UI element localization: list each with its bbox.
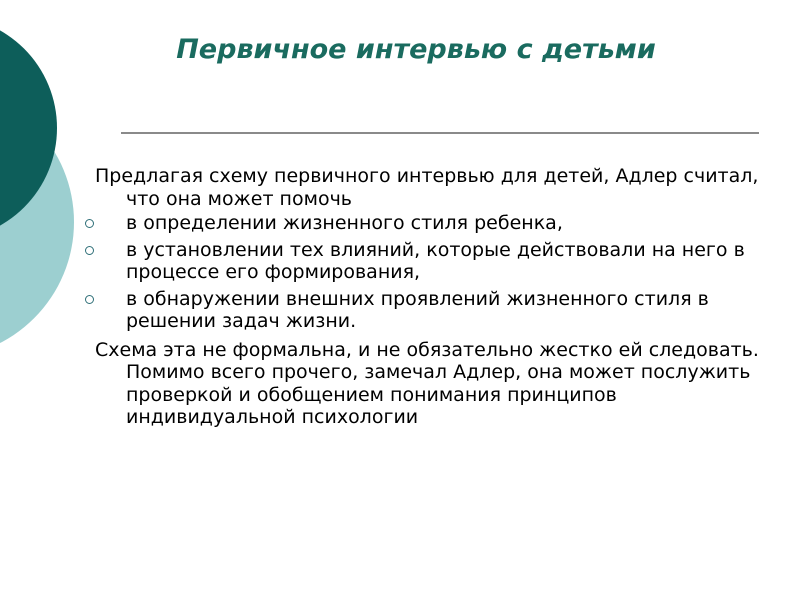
title-divider [121, 132, 759, 134]
bullet-text: в установлении тех влияний, которые действовали на него в процессе его формирования, [126, 238, 745, 283]
intro-paragraph: Предлагая схему первичного интервью для детей, Адлер считал, что она может помочь [95, 165, 759, 210]
bullet-text: в определении жизненного стиля ребенка, [126, 212, 563, 234]
hollow-circle-bullet-icon [85, 246, 94, 255]
conclusion-paragraph: Схема эта не формальна, и не обязательно жестко ей следовать. Помимо всего прочего, замечал Адлер, она может послужить проверкой и обобщением понимания принципов индивидуальной психологии [95, 338, 759, 428]
slide-title: Первичное интервью с детьми [176, 34, 656, 65]
hollow-circle-bullet-icon [85, 295, 94, 304]
bullet-item [95, 212, 775, 235]
bullet-list [95, 212, 775, 333]
slide-content [95, 165, 775, 433]
bullet-item [95, 288, 775, 333]
hollow-circle-bullet-icon [85, 219, 94, 228]
bullet-item [95, 239, 775, 284]
bullet-text: в обнаружении внешних проявлений жизненного стиля в решении задач жизни. [126, 287, 709, 332]
